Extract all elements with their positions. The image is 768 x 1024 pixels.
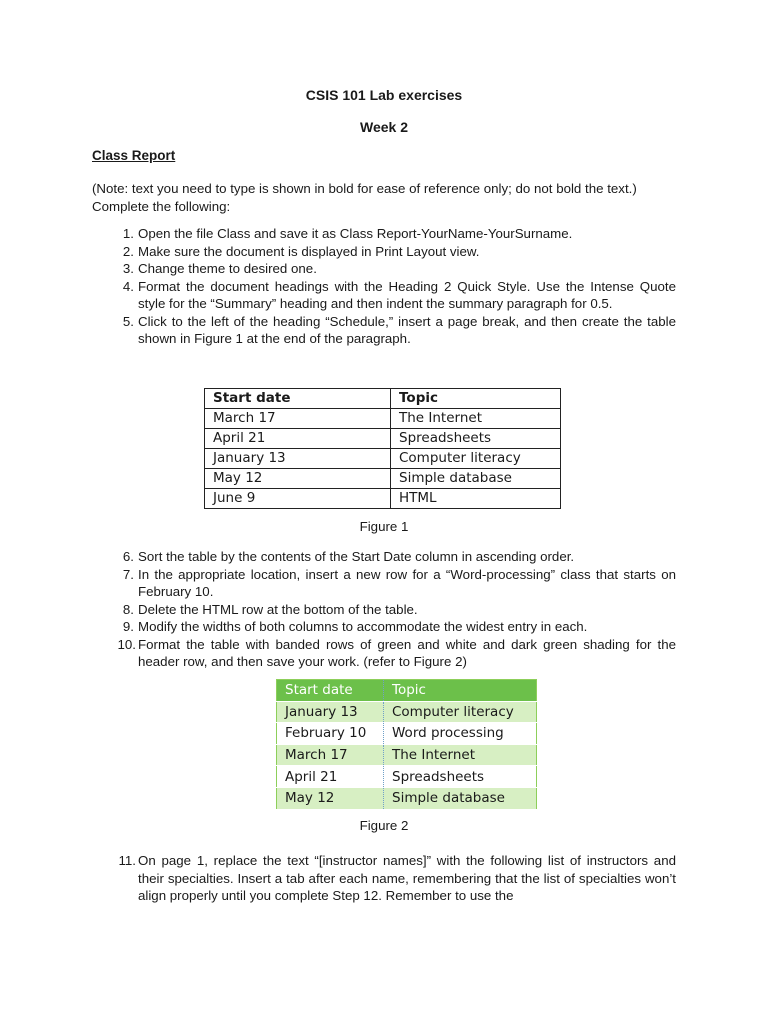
table-cell: March 17: [205, 409, 391, 429]
header-cell: Start date: [205, 389, 391, 409]
table-cell: Simple database: [384, 787, 537, 809]
step-text: Change theme to desired one.: [138, 261, 317, 276]
table-cell: May 12: [277, 787, 384, 809]
note-paragraph: (Note: text you need to type is shown in bold for ease of reference only; do not bold the text.) Complete the following:: [92, 181, 637, 214]
step-text: Click to the left of the heading “Schedule,” insert a page break, and then create the table shown in Figure 1 at the end of the paragraph.: [138, 313, 676, 346]
table-row: [277, 744, 537, 766]
list-item: [92, 278, 676, 313]
table-cell: The Internet: [391, 409, 561, 429]
table-cell: March 17: [277, 744, 384, 766]
step-number: 10.: [117, 636, 136, 652]
table-cell: January 13: [277, 701, 384, 723]
table-cell: April 21: [277, 766, 384, 788]
list-item: [92, 618, 676, 636]
steps-list-b: [92, 548, 676, 671]
step-number: 2.: [122, 243, 134, 259]
step-number: 3.: [122, 261, 134, 276]
table-cell: The Internet: [384, 744, 537, 766]
list-item: [92, 225, 676, 243]
step-text: Delete the HTML row at the bottom of the table.: [138, 601, 418, 617]
table-cell: HTML: [391, 489, 561, 509]
header-cell: Start date: [277, 680, 384, 702]
table-row: [277, 787, 537, 809]
steps-list-c: [92, 852, 676, 905]
table-row: [205, 469, 561, 489]
header-cell: Topic: [384, 680, 537, 702]
table-cell: Spreadsheets: [384, 766, 537, 788]
step-text: Format the table with banded rows of green and white and dark green shading for the header row, and then save your work. (refer to Figure 2): [138, 636, 676, 669]
table-cell: Spreadsheets: [391, 429, 561, 449]
table-cell: May 12: [205, 469, 391, 489]
list-item: [92, 548, 676, 566]
figure-2-table: [276, 679, 537, 810]
list-item: [92, 313, 676, 348]
table-row: [205, 409, 561, 429]
table-cell: January 13: [205, 449, 391, 469]
list-item: [92, 852, 676, 905]
step-number: 5.: [122, 313, 134, 329]
table-row: [277, 701, 537, 723]
step-text: In the appropriate location, insert a new row for a “Word-processing” class that starts on February 10.: [138, 566, 676, 599]
week-label: Week 2: [360, 119, 408, 135]
step-text: Format the document headings with the Heading 2 Quick Style. Use the Intense Quote style for the “Summary” heading and then indent the summary paragraph for 0.5.: [138, 278, 676, 311]
list-item: [92, 636, 676, 671]
list-item: [92, 243, 676, 261]
step-number: 6.: [122, 549, 134, 564]
steps-list-a: [92, 225, 676, 348]
table-cell: Computer literacy: [391, 449, 561, 469]
table-cell: Computer literacy: [384, 701, 537, 723]
step-text: Modify the widths of both columns to accommodate the widest entry in each.: [138, 619, 588, 634]
step-number: 9.: [122, 619, 134, 634]
table-cell: February 10: [277, 723, 384, 745]
table-row: [205, 429, 561, 449]
table-row: [277, 766, 537, 788]
step-number: 1.: [122, 226, 134, 241]
table-cell: April 21: [205, 429, 391, 449]
step-text: On page 1, replace the text “[instructor names]” with the following list of instructors and their specialties. Insert a tab after each name, remembering that the list of specialties won’t align properly until you complete Step 12. Remember to use the: [138, 853, 676, 903]
table-row: [205, 449, 561, 469]
table-header-row: [205, 389, 561, 409]
step-number: 4.: [122, 278, 134, 294]
step-number: 11.: [118, 853, 136, 868]
list-item: [92, 260, 676, 278]
table-cell: Simple database: [391, 469, 561, 489]
step-text: Make sure the document is displayed in Print Layout view.: [138, 243, 480, 259]
figure-2-caption: Figure 2: [359, 818, 409, 833]
table-cell: Word processing: [384, 723, 537, 745]
step-number: 7.: [122, 566, 134, 582]
step-number: 8.: [122, 601, 134, 617]
document-title: CSIS 101 Lab exercises: [305, 87, 463, 103]
table-cell: June 9: [205, 489, 391, 509]
header-cell: Topic: [391, 389, 561, 409]
list-item: [92, 601, 676, 619]
section-heading: Class Report: [92, 148, 176, 163]
figure-1-table: [204, 388, 561, 509]
table-header-row: [277, 680, 537, 702]
list-item: [92, 566, 676, 601]
figure-1-caption: Figure 1: [359, 519, 409, 534]
step-text: Open the file Class and save it as Class Report-YourName-YourSurname.: [138, 226, 573, 241]
step-text: Sort the table by the contents of the Start Date column in ascending order.: [138, 549, 575, 564]
table-row: [205, 489, 561, 509]
table-row: [277, 723, 537, 745]
